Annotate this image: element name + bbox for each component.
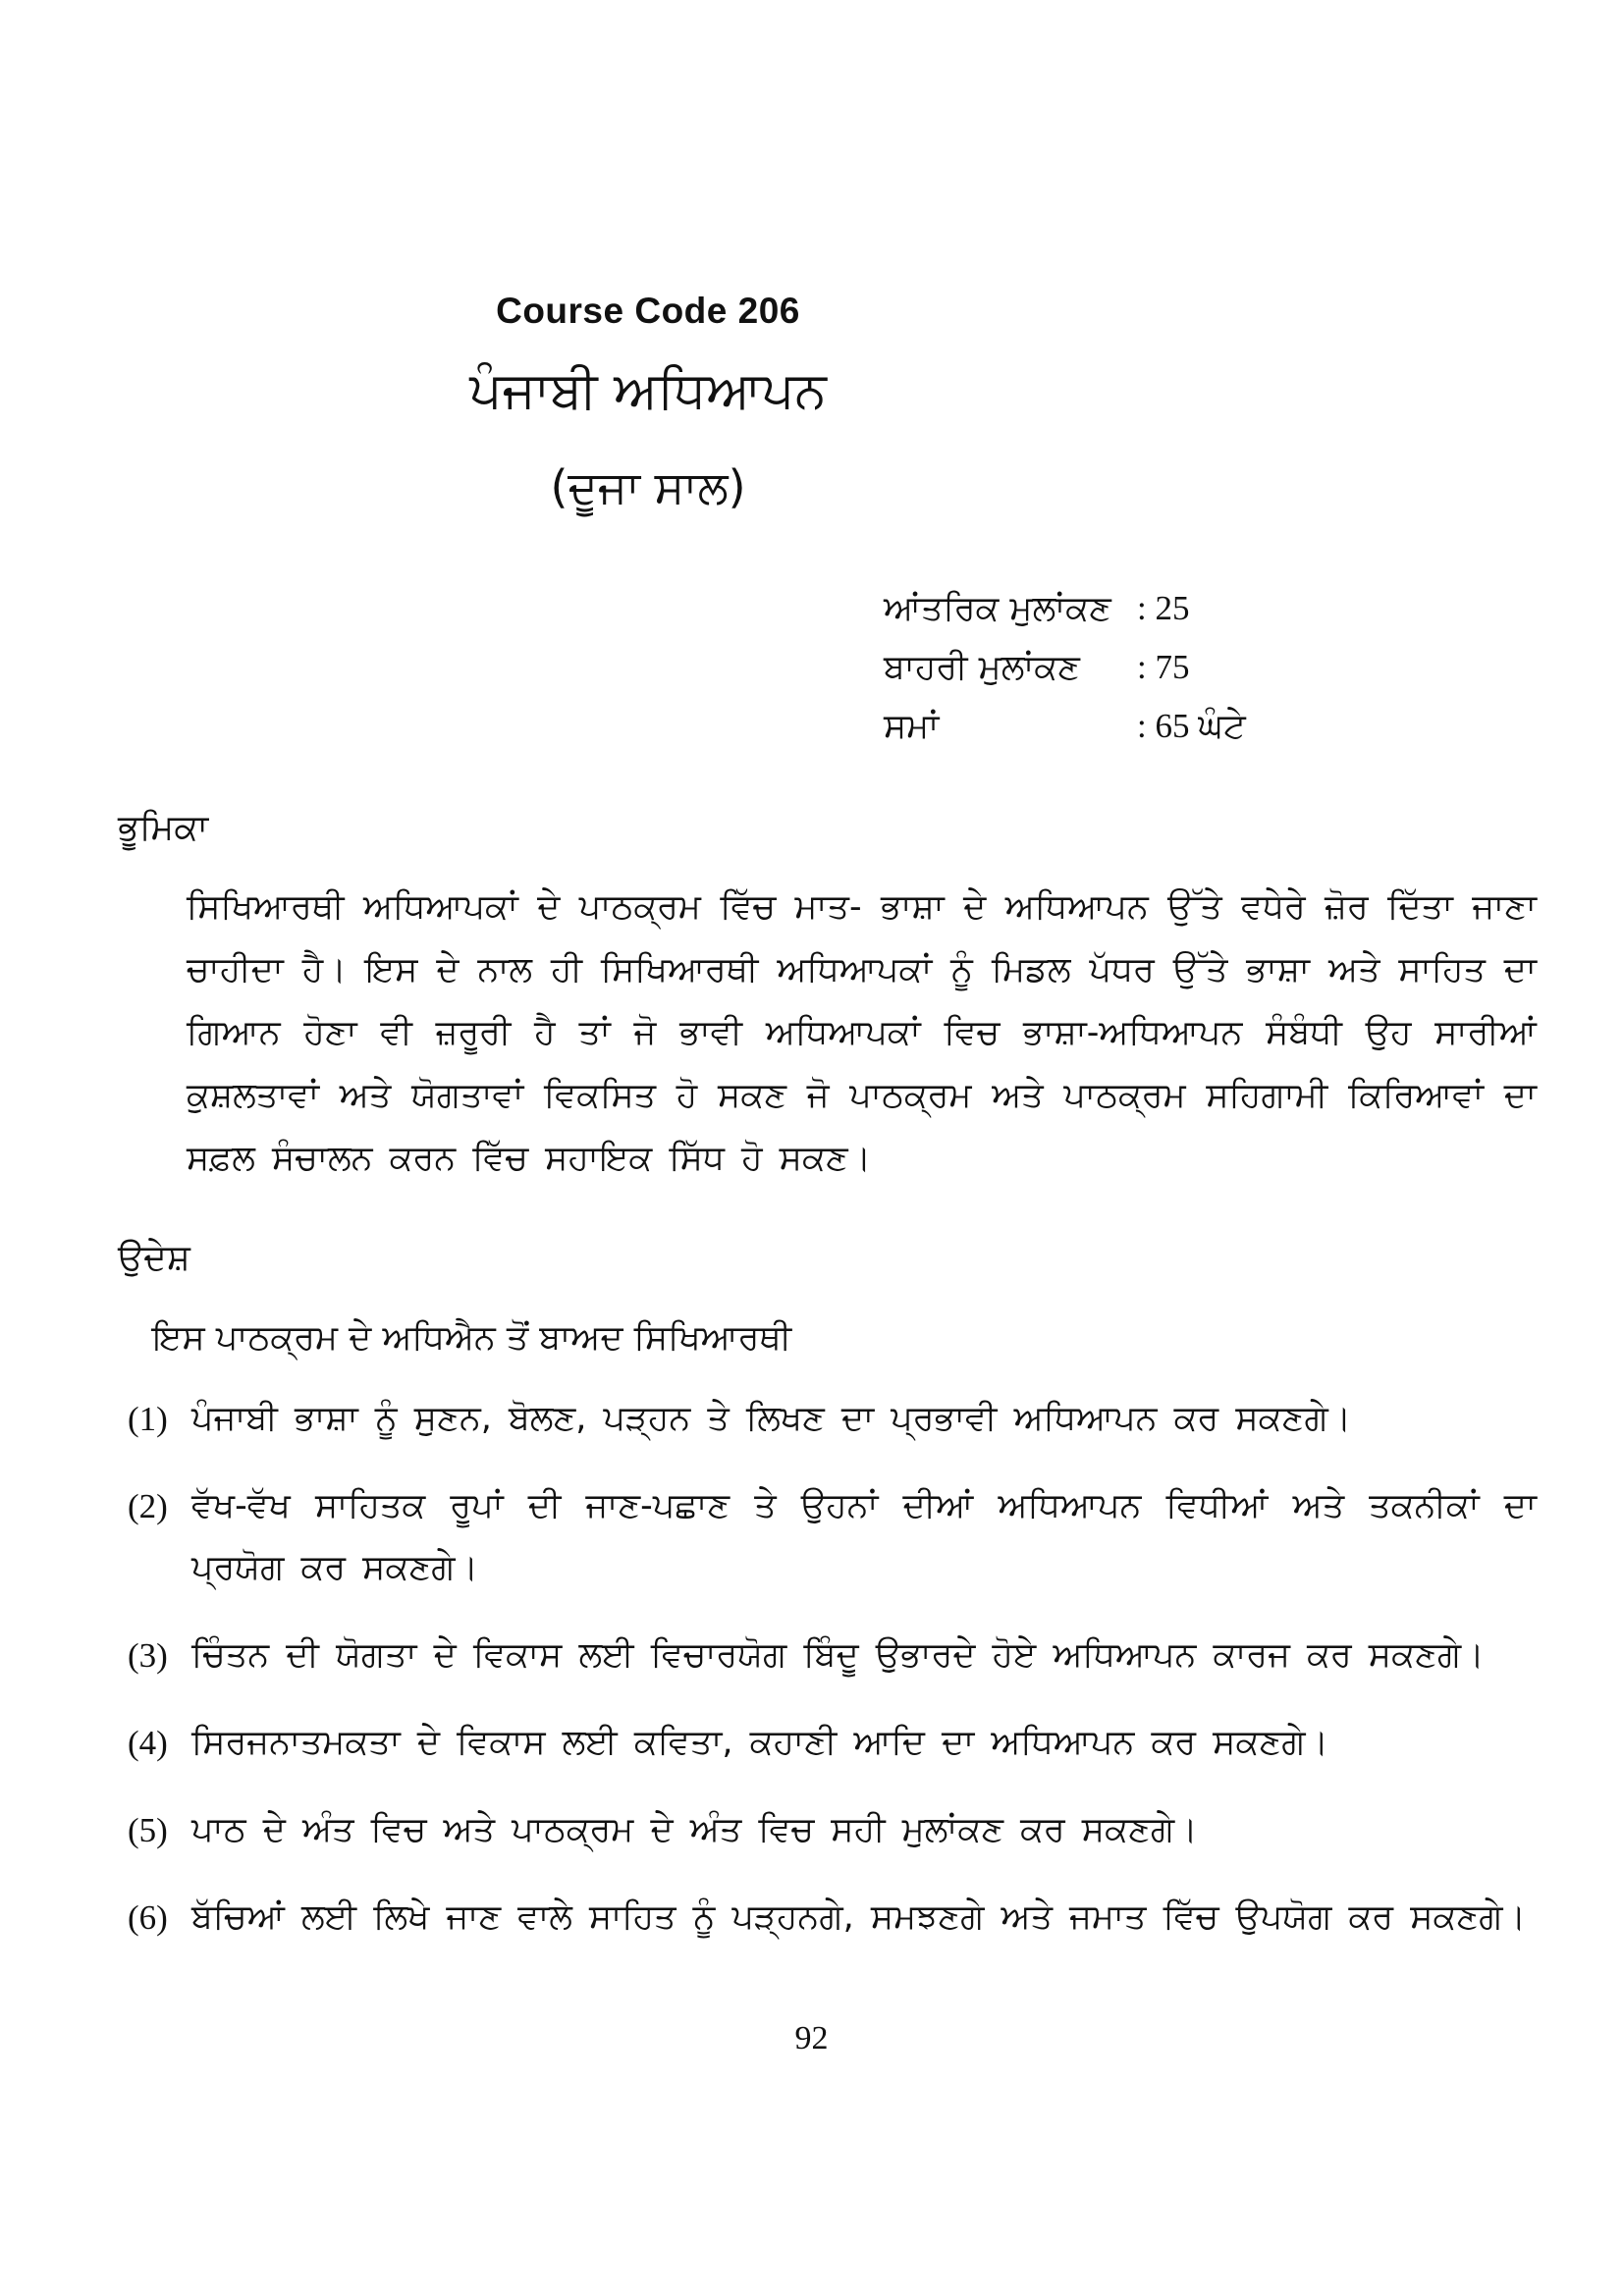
page-number: 92	[794, 2020, 829, 2056]
assessment-row-internal	[884, 579, 1623, 638]
assessment-value: : 25	[1137, 589, 1190, 627]
bhumika-paragraph: ਸਿਖਿਆਰਥੀ ਅਧਿਆਪਕਾਂ ਦੇ ਪਾਠਕ੍ਰਮ ਵਿੱਚ ਮਾਤ- ਭਾਸ਼ਾ ਦੇ ਅਧਿਆਪਨ ਉੱਤੇ ਵਧੇਰੇ ਜ਼ੋਰ ਦਿੱਤਾ ਜਾਣਾ ਚਾਹੀਦਾ ਹੈ। ਇਸ ਦੇ ਨਾਲ ਹੀ ਸਿਖਿਆਰਥੀ ਅਧਿਆਪਕਾਂ ਨੂੰ ਮਿਡਲ ਪੱਧਰ ਉੱਤੇ ਭਾਸ਼ਾ ਅਤੇ ਸਾਹਿਤ ਦਾ ਗਿਆਨ ਹੋਣਾ ਵੀ ਜ਼ਰੂਰੀ ਹੈ ਤਾਂ ਜੋ ਭਾਵੀ ਅਧਿਆਪਕਾਂ ਵਿਚ ਭਾਸ਼ਾ-ਅਧਿਆਪਨ ਸੰਬੰਧੀ ਉਹ ਸਾਰੀਆਂ ਕੁਸ਼ਲਤਾਵਾਂ ਅਤੇ ਯੋਗਤਾਵਾਂ ਵਿਕਸਿਤ ਹੋ ਸਕਣ ਜੋ ਪਾਠਕ੍ਰਮ ਅਤੇ ਪਾਠਕ੍ਰਮ ਸਹਿਗਾਮੀ ਕਿਰਿਆਵਾਂ ਦਾ ਸਫ਼ਲ ਸੰਚਾਲਨ ਕਰਨ ਵਿੱਚ ਸਹਾਇਕ ਸਿੱਧ ਹੋ ਸਕਣ।	[187, 887, 1537, 1178]
section-heading-bhumika: ਭੂਮਿਕਾ	[118, 808, 209, 848]
assessment-label: ਆਂਤਰਿਕ ਮੁਲਾਂਕਣ	[884, 589, 1111, 628]
assessment-value: : 65 ਘੰਟੇ	[1137, 707, 1246, 745]
assessment-label: ਬਾਹਰੀ ਮੁਲਾਂਕਣ	[884, 648, 1080, 687]
page-subtitle: (ਦੂਜਾ ਸਾਲ)	[550, 460, 746, 513]
list-item-number: (2)	[128, 1487, 168, 1525]
list-item	[128, 1712, 1537, 1774]
list-item-text: ਚਿੰਤਨ ਦੀ ਯੋਗਤਾ ਦੇ ਵਿਕਾਸ ਲਈ ਵਿਚਾਰਯੋਗ ਬਿੰਦੂ ਉਭਾਰਦੇ ਹੋਏ ਅਧਿਆਪਨ ਕਾਰਜ ਕਰ ਸਕਣਗੇ।	[191, 1635, 1485, 1675]
objectives-intro-line: ਇਸ ਪਾਠਕ੍ਰਮ ਦੇ ਅਧਿਐਨ ਤੋਂ ਬਾਅਦ ਸਿਖਿਆਰਥੀ	[152, 1318, 792, 1358]
document-header	[0, 0, 1296, 514]
list-item-number: (6)	[128, 1898, 168, 1937]
list-item	[128, 1625, 1537, 1686]
list-item-number: (4)	[128, 1724, 168, 1762]
list-item-number: (3)	[128, 1636, 168, 1675]
assessment-value: : 75	[1137, 648, 1190, 686]
list-item	[128, 1475, 1537, 1599]
list-item-number: (5)	[128, 1811, 168, 1849]
list-item-text: ਵੱਖ-ਵੱਖ ਸਾਹਿਤਕ ਰੂਪਾਂ ਦੀ ਜਾਣ-ਪਛਾਣ ਤੇ ਉਹਨਾਂ ਦੀਆਂ ਅਧਿਆਪਨ ਵਿਧੀਆਂ ਅਤੇ ਤਕਨੀਕਾਂ ਦਾ ਪ੍ਰਯੋਗ ਕਰ ਸਕਣਗੇ।	[191, 1486, 1537, 1587]
section-heading-udesh: ਉਦੇਸ਼	[118, 1238, 190, 1278]
list-item	[128, 1887, 1537, 1949]
assessment-row-external	[884, 638, 1623, 697]
list-item-text: ਸਿਰਜਨਾਤਮਕਤਾ ਦੇ ਵਿਕਾਸ ਲਈ ਕਵਿਤਾ, ਕਹਾਣੀ ਆਦਿ ਦਾ ਅਧਿਆਪਨ ਕਰ ਸਕਣਗੇ।	[191, 1723, 1329, 1762]
list-item	[128, 1799, 1537, 1861]
assessment-label: ਸਮਾਂ	[884, 707, 940, 746]
objectives-list	[128, 1388, 1537, 1949]
list-item-text: ਪੰਜਾਬੀ ਭਾਸ਼ਾ ਨੂੰ ਸੁਣਨ, ਬੋਲਣ, ਪੜ੍ਹਨ ਤੇ ਲਿਖਣ ਦਾ ਪ੍ਰਭਾਵੀ ਅਧਿਆਪਨ ਕਰ ਸਕਣਗੇ।	[191, 1399, 1352, 1438]
course-code-title: Course Code 206	[496, 291, 800, 331]
list-item-text: ਪਾਠ ਦੇ ਅੰਤ ਵਿਚ ਅਤੇ ਪਾਠਕ੍ਰਮ ਦੇ ਅੰਤ ਵਿਚ ਸਹੀ ਮੁਲਾਂਕਣ ਕਰ ਸਕਣਗੇ।	[191, 1810, 1198, 1849]
page-title: ਪੰਜਾਬੀ ਅਧਿਆਪਨ	[469, 361, 827, 420]
list-item-text: ਬੱਚਿਆਂ ਲਈ ਲਿਖੇ ਜਾਣ ਵਾਲੇ ਸਾਹਿਤ ਨੂੰ ਪੜ੍ਹਨਗੇ, ਸਮਝਣਗੇ ਅਤੇ ਜਮਾਤ ਵਿੱਚ ਉਪਯੋਗ ਕਰ ਸਕਣਗੇ।	[191, 1897, 1527, 1937]
list-item-number: (1)	[128, 1400, 168, 1438]
assessment-table	[884, 579, 1623, 756]
list-item	[128, 1388, 1537, 1450]
assessment-row-time	[884, 697, 1623, 756]
